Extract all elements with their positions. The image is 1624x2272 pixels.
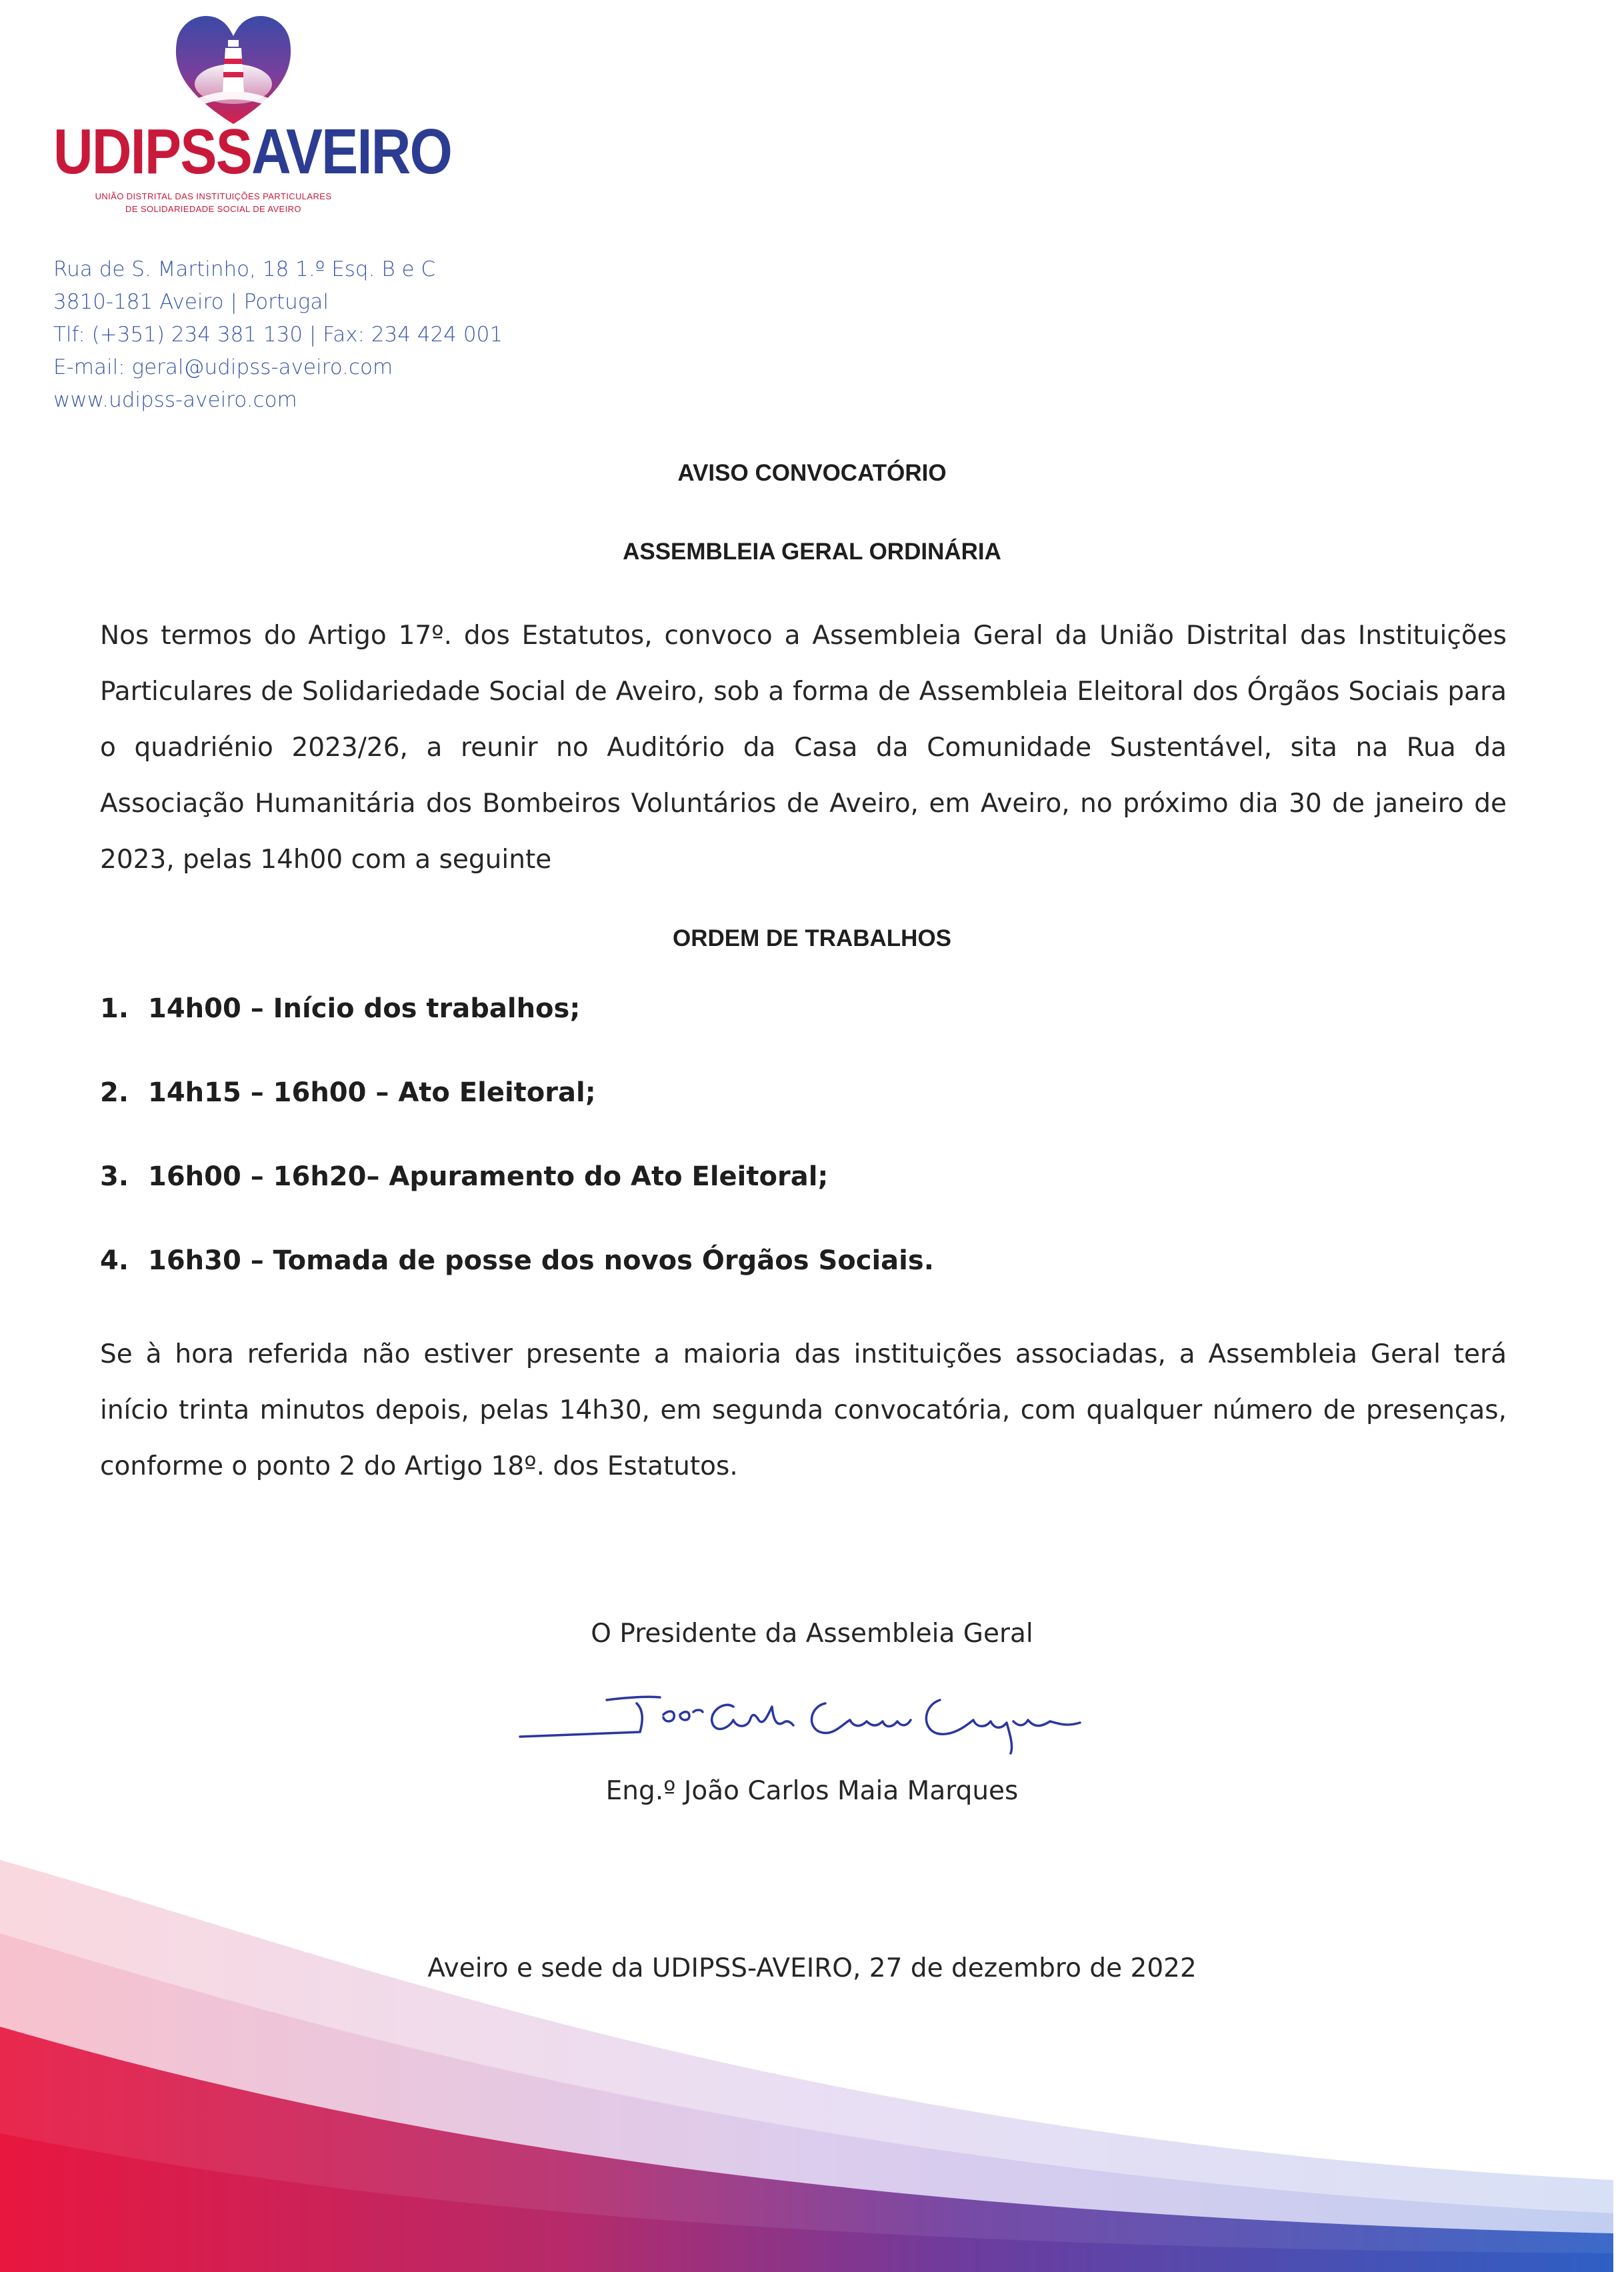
contact-address: Rua de S. Martinho, 18 1.º Esq. B e C (53, 257, 436, 281)
agenda-item (100, 1161, 1500, 1245)
signer-role: O Presidente da Assembleia Geral (591, 1619, 1033, 1649)
agenda-item-text: 14h00 – Início dos trabalhos; (148, 993, 581, 1024)
contact-block (53, 253, 653, 417)
agenda-item-text: 16h30 – Tomada de posse dos novos Órgãos Sociais. (148, 1245, 934, 1276)
agenda-title: ORDEM DE TRABALHOS (672, 925, 952, 951)
agenda-item-number: 2. (100, 1077, 129, 1108)
agenda-list (100, 993, 1500, 1329)
organization-subtitle (73, 190, 353, 215)
organization-name-part1: UDIPSS (53, 116, 252, 187)
handwritten-signature (507, 1673, 1160, 1767)
organization-subtitle-line2: DE SOLIDARIEDADE SOCIAL DE AVEIRO (125, 204, 301, 214)
organization-name-part2: AVEIRO (251, 116, 452, 187)
agenda-item (100, 1077, 1500, 1161)
agenda-item-text: 14h15 – 16h00 – Ato Eleitoral; (148, 1077, 596, 1108)
contact-website[interactable]: www.udipss-aveiro.com (53, 388, 297, 412)
intro-paragraph: Nos termos do Artigo 17º. dos Estatutos, convoco a Assembleia Geral da União Distrital das Instituições Particulares de Solidariedade Social de Aveiro, sob a forma de Assembleia Eleitoral dos Órgãos Sociais para o quadriénio 2023/26, a reunir no Auditório da Casa da Comunidade Sustentável, sita na Rua da Associação Humanitária dos Bombeiros Voluntários de Aveiro, em Aveiro, no próximo dia 30 de janeiro de 2023, pelas 14h00 com a seguinte (100, 621, 1507, 875)
agenda-item-number: 1. (100, 993, 129, 1024)
contact-phone: Tlf: (+351) 234 381 130 | Fax: 234 424 001 (53, 323, 503, 347)
agenda-item-number: 4. (100, 1245, 129, 1276)
document-subtitle: ASSEMBLEIA GERAL ORDINÁRIA (623, 539, 1001, 565)
contact-email[interactable]: E-mail: geral@udipss-aveiro.com (53, 355, 393, 379)
agenda-item (100, 1245, 1500, 1329)
agenda-item-text: 16h00 – 16h20– Apuramento do Ato Eleitoral; (148, 1161, 829, 1192)
closing-paragraph: Se à hora referida não estiver presente a maioria das instituições associadas, a Assembleia Geral terá início trinta minutos depois, pelas 14h30, em segunda convocatória, com qualquer número de presenças, conforme o ponto 2 do Artigo 18º. dos Estatutos. (100, 1339, 1507, 1481)
organization-subtitle-line1: UNIÃO DISTRITAL DAS INSTITUIÇÕES PARTICULARES (95, 191, 332, 201)
place-and-date: Aveiro e sede da UDIPSS-AVEIRO, 27 de dezembro de 2022 (427, 1953, 1197, 1983)
organization-name (53, 116, 452, 187)
heart-lighthouse-icon (53, 5, 413, 132)
document-title: AVISO CONVOCATÓRIO (677, 460, 947, 486)
contact-city: 3810-181 Aveiro | Portugal (53, 290, 329, 314)
signer-name: Eng.º João Carlos Maia Marques (605, 1776, 1019, 1806)
agenda-item (100, 993, 1500, 1077)
agenda-item-number: 3. (100, 1161, 129, 1192)
decorative-wave (0, 1853, 1624, 2272)
